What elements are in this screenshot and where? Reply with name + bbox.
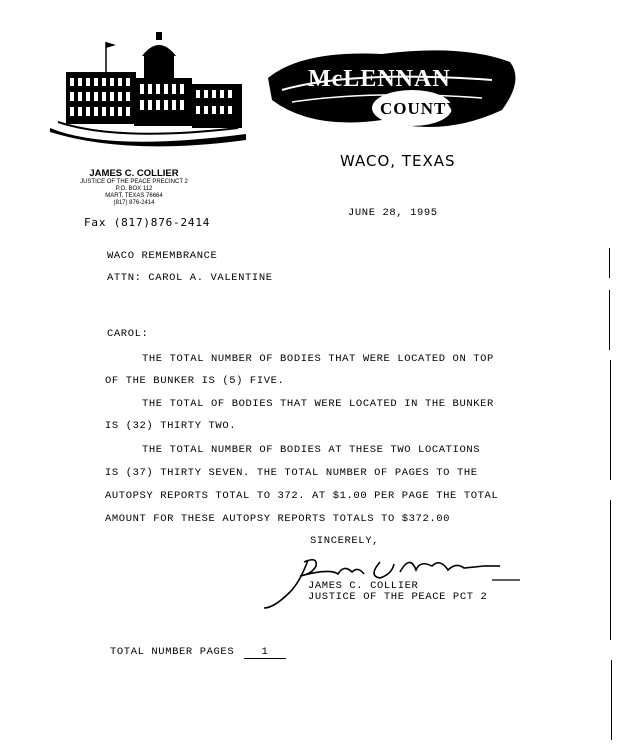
- city-state-zip: MART, TEXAS 76664: [105, 193, 163, 199]
- justice-name: JAMES C. COLLIER: [89, 168, 179, 179]
- signer-name: JAMES C. COLLIER: [308, 580, 419, 592]
- body-line: AMOUNT FOR THESE AUTOPSY REPORTS TOTALS TO $372.00: [105, 513, 451, 525]
- body-line: THE TOTAL NUMBER OF BODIES THAT WERE LOCATED ON TOP: [142, 353, 494, 365]
- body-line: THE TOTAL OF BODIES THAT WERE LOCATED IN THE BUNKER: [142, 398, 494, 410]
- body-line: OF THE BUNKER IS (5) FIVE.: [105, 375, 285, 387]
- salutation: CAROL:: [107, 328, 149, 340]
- svg-text:COUNTY: COUNTY: [380, 99, 460, 118]
- county-logo-icon: [262, 40, 524, 132]
- city-handwritten: WACO, TEXAS: [340, 152, 456, 170]
- body-line: THE TOTAL NUMBER OF BODIES AT THESE TWO LOCATIONS: [142, 444, 481, 456]
- closing: SINCERELY,: [310, 535, 380, 547]
- county-logo: [262, 40, 524, 132]
- recipient-attn: ATTN: CAROL A. VALENTINE: [107, 272, 273, 284]
- fax-number: Fax (817)876-2414: [84, 216, 211, 229]
- justice-title: JUSTICE OF THE PEACE PRECINCT 2: [80, 179, 188, 185]
- scan-edge-line: [609, 248, 610, 278]
- scan-edge-line: [610, 500, 611, 640]
- total-pages-value: 1: [244, 646, 286, 659]
- svg-text:McLENNAN: McLENNAN: [308, 66, 451, 92]
- signer-title: JUSTICE OF THE PEACE PCT 2: [308, 591, 488, 603]
- scan-edge-line: [611, 660, 612, 740]
- justice-info: [64, 168, 204, 207]
- po-box: P.O. BOX 112: [115, 186, 153, 192]
- courthouse-icon: [48, 32, 248, 150]
- scan-edge-line: [609, 290, 610, 350]
- recipient-org: WACO REMEMBRANCE: [107, 250, 218, 262]
- total-pages-label: TOTAL NUMBER PAGES: [110, 646, 235, 658]
- body-line: AUTOPSY REPORTS TOTAL TO 372. AT $1.00 PER PAGE THE TOTAL: [105, 490, 499, 502]
- scan-edge-line: [610, 360, 611, 480]
- body-line: IS (32) THIRTY TWO.: [105, 420, 237, 432]
- letter-date: JUNE 28, 1995: [348, 207, 438, 219]
- phone-number: (817) 876-2414: [113, 200, 155, 206]
- courthouse-illustration: [48, 32, 248, 150]
- body-line: IS (37) THIRTY SEVEN. THE TOTAL NUMBER OF PAGES TO THE: [105, 467, 478, 479]
